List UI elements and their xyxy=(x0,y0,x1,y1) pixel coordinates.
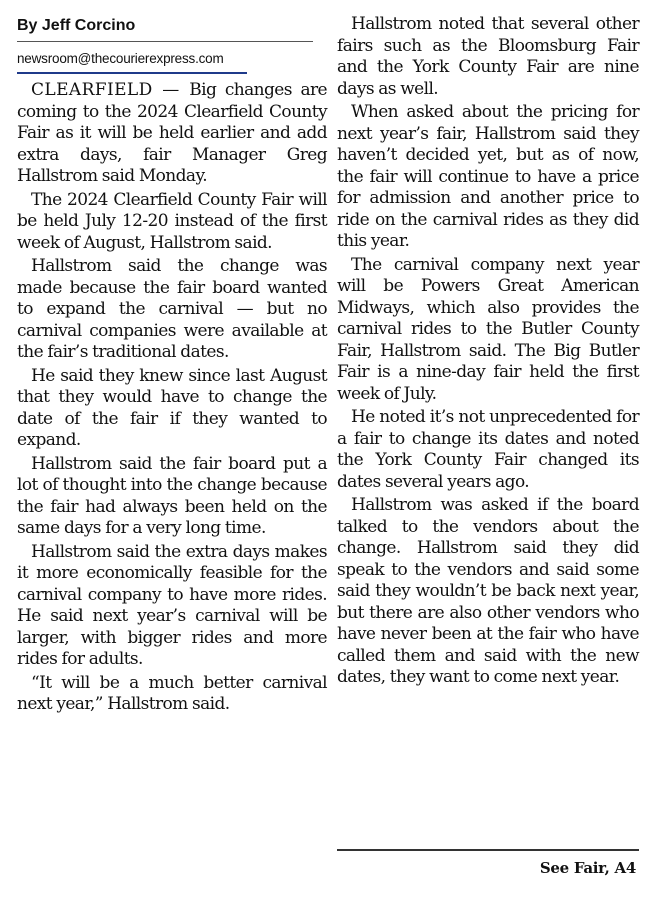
article-column-left xyxy=(17,0,327,718)
article-paragraph xyxy=(17,80,327,188)
article-paragraph: He noted it’s not unprecedented for a fair to change its dates and noted the York County Fair changed its dates several years ago. xyxy=(337,407,639,492)
article-paragraph: Hallstrom was asked if the board talked to the vendors about the change. Hallstrom said they did speak to the vendors and said some said they wouldn’t be back next year, but there are also other vendors who have never been at the fair who have called them and said with the new dates, they want to come next year. xyxy=(337,495,639,687)
byline: By Jeff Corcino xyxy=(17,16,313,42)
jump-line-link[interactable]: See Fair, A4 xyxy=(539,859,636,877)
article-paragraph: The 2024 Clearfield County Fair will be held July 12-20 instead of the first week of August, Hallstrom said. xyxy=(17,189,327,253)
article-paragraph: Hallstrom said the fair board put a lot of thought into the change because the fair had always been held on the same days for a very long time. xyxy=(17,453,327,538)
article-paragraph: When asked about the pricing for next year’s fair, Hallstrom said they haven’t decided yet, but as of now, the fair will continue to have a price for admission and another price to ride on the carnival rides as they did this year. xyxy=(337,102,639,251)
article-body-right xyxy=(337,14,639,689)
end-rule xyxy=(337,849,639,851)
article-paragraph: The carnival company next year will be Powers Great American Midways, which also provides the carnival rides to the Butler County Fair, Hallstrom said. The Big Butler Fair is a nine-day fair held the first week of July. xyxy=(337,254,639,404)
article-paragraph: Hallstrom said the change was made because the fair board wanted to expand the carnival — but no carnival companies were available at the fair’s traditional dates. xyxy=(17,256,327,362)
article-body-left xyxy=(17,80,327,716)
article-column-right xyxy=(337,0,639,691)
dateline: CLEARFIELD — xyxy=(31,80,190,100)
article-paragraph: “It will be a much better carnival next year,” Hallstrom said. xyxy=(17,672,327,714)
article-paragraph: Hallstrom noted that several other fairs such as the Bloomsburg Fair and the York County Fair are nine days as well. xyxy=(337,14,639,99)
article-paragraph: He said they knew since last August that they would have to change the date of the fair if they wanted to expand. xyxy=(17,365,327,450)
author-email-link[interactable]: newsroom@thecourierexpress.com xyxy=(17,50,247,74)
article-paragraph: Hallstrom said the extra days makes it more economically feasible for the carnival company to have more rides. He said next year’s carnival will be larger, with bigger rides and more rides for adults. xyxy=(17,541,327,669)
paragraph-text: Big changes are coming to the 2024 Clearfield County Fair as it will be held earlier and add extra days, fair Manager Greg Hallstrom said Monday. xyxy=(17,80,327,186)
